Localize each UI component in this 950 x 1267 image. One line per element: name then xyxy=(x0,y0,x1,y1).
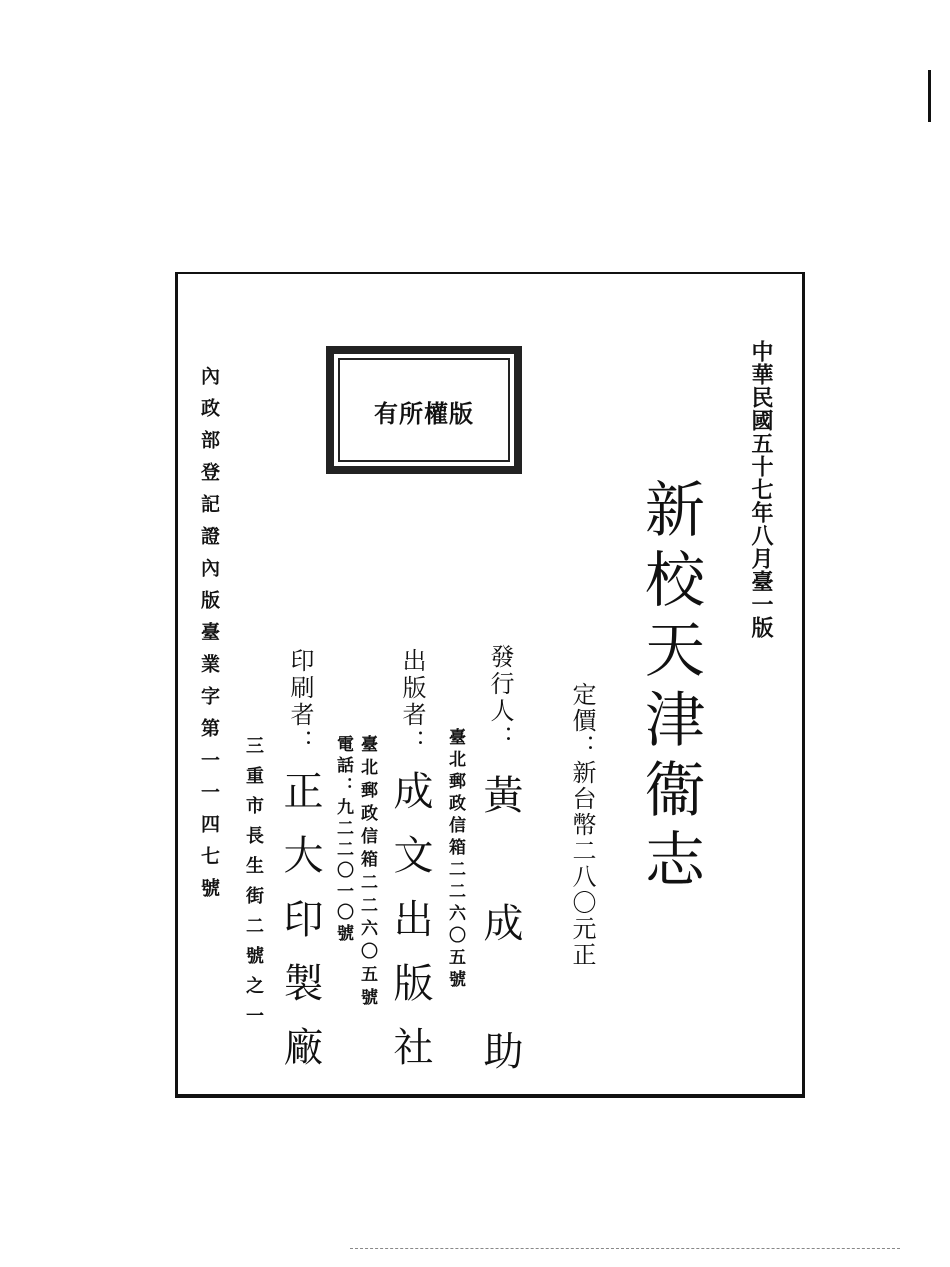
price: 定價：新台幣二八〇元正 xyxy=(568,682,596,968)
copyright-notice: 有所權版 xyxy=(374,400,474,428)
press-phone: 電話：九二二〇一〇號 xyxy=(333,735,353,945)
publisher-name: 黃成助 xyxy=(477,774,523,1158)
printer-name: 正大印製廠 xyxy=(277,770,323,1090)
publisher-address: 臺北郵政信箱二二六〇五號 xyxy=(445,728,465,992)
press-name: 成文出版社 xyxy=(387,770,433,1090)
registration-number: 內政部登記證內版臺業字第一一四七號 xyxy=(198,366,220,910)
book-title: 新校天津衞志 xyxy=(635,478,705,898)
press-role-label: 出版者： xyxy=(398,648,426,756)
printer-address: 三重市長生街二號之一 xyxy=(243,736,264,1036)
bottom-rule xyxy=(350,1248,900,1249)
edge-mark xyxy=(928,70,931,122)
press-address: 臺北郵政信箱二二六〇五號 xyxy=(357,735,377,1011)
publisher-role-label: 發行人： xyxy=(486,644,514,752)
edition-date: 中華民國五十七年八月臺一版 xyxy=(748,340,774,639)
printer-role-label: 印刷者： xyxy=(286,648,314,756)
copyright-box xyxy=(326,346,522,474)
